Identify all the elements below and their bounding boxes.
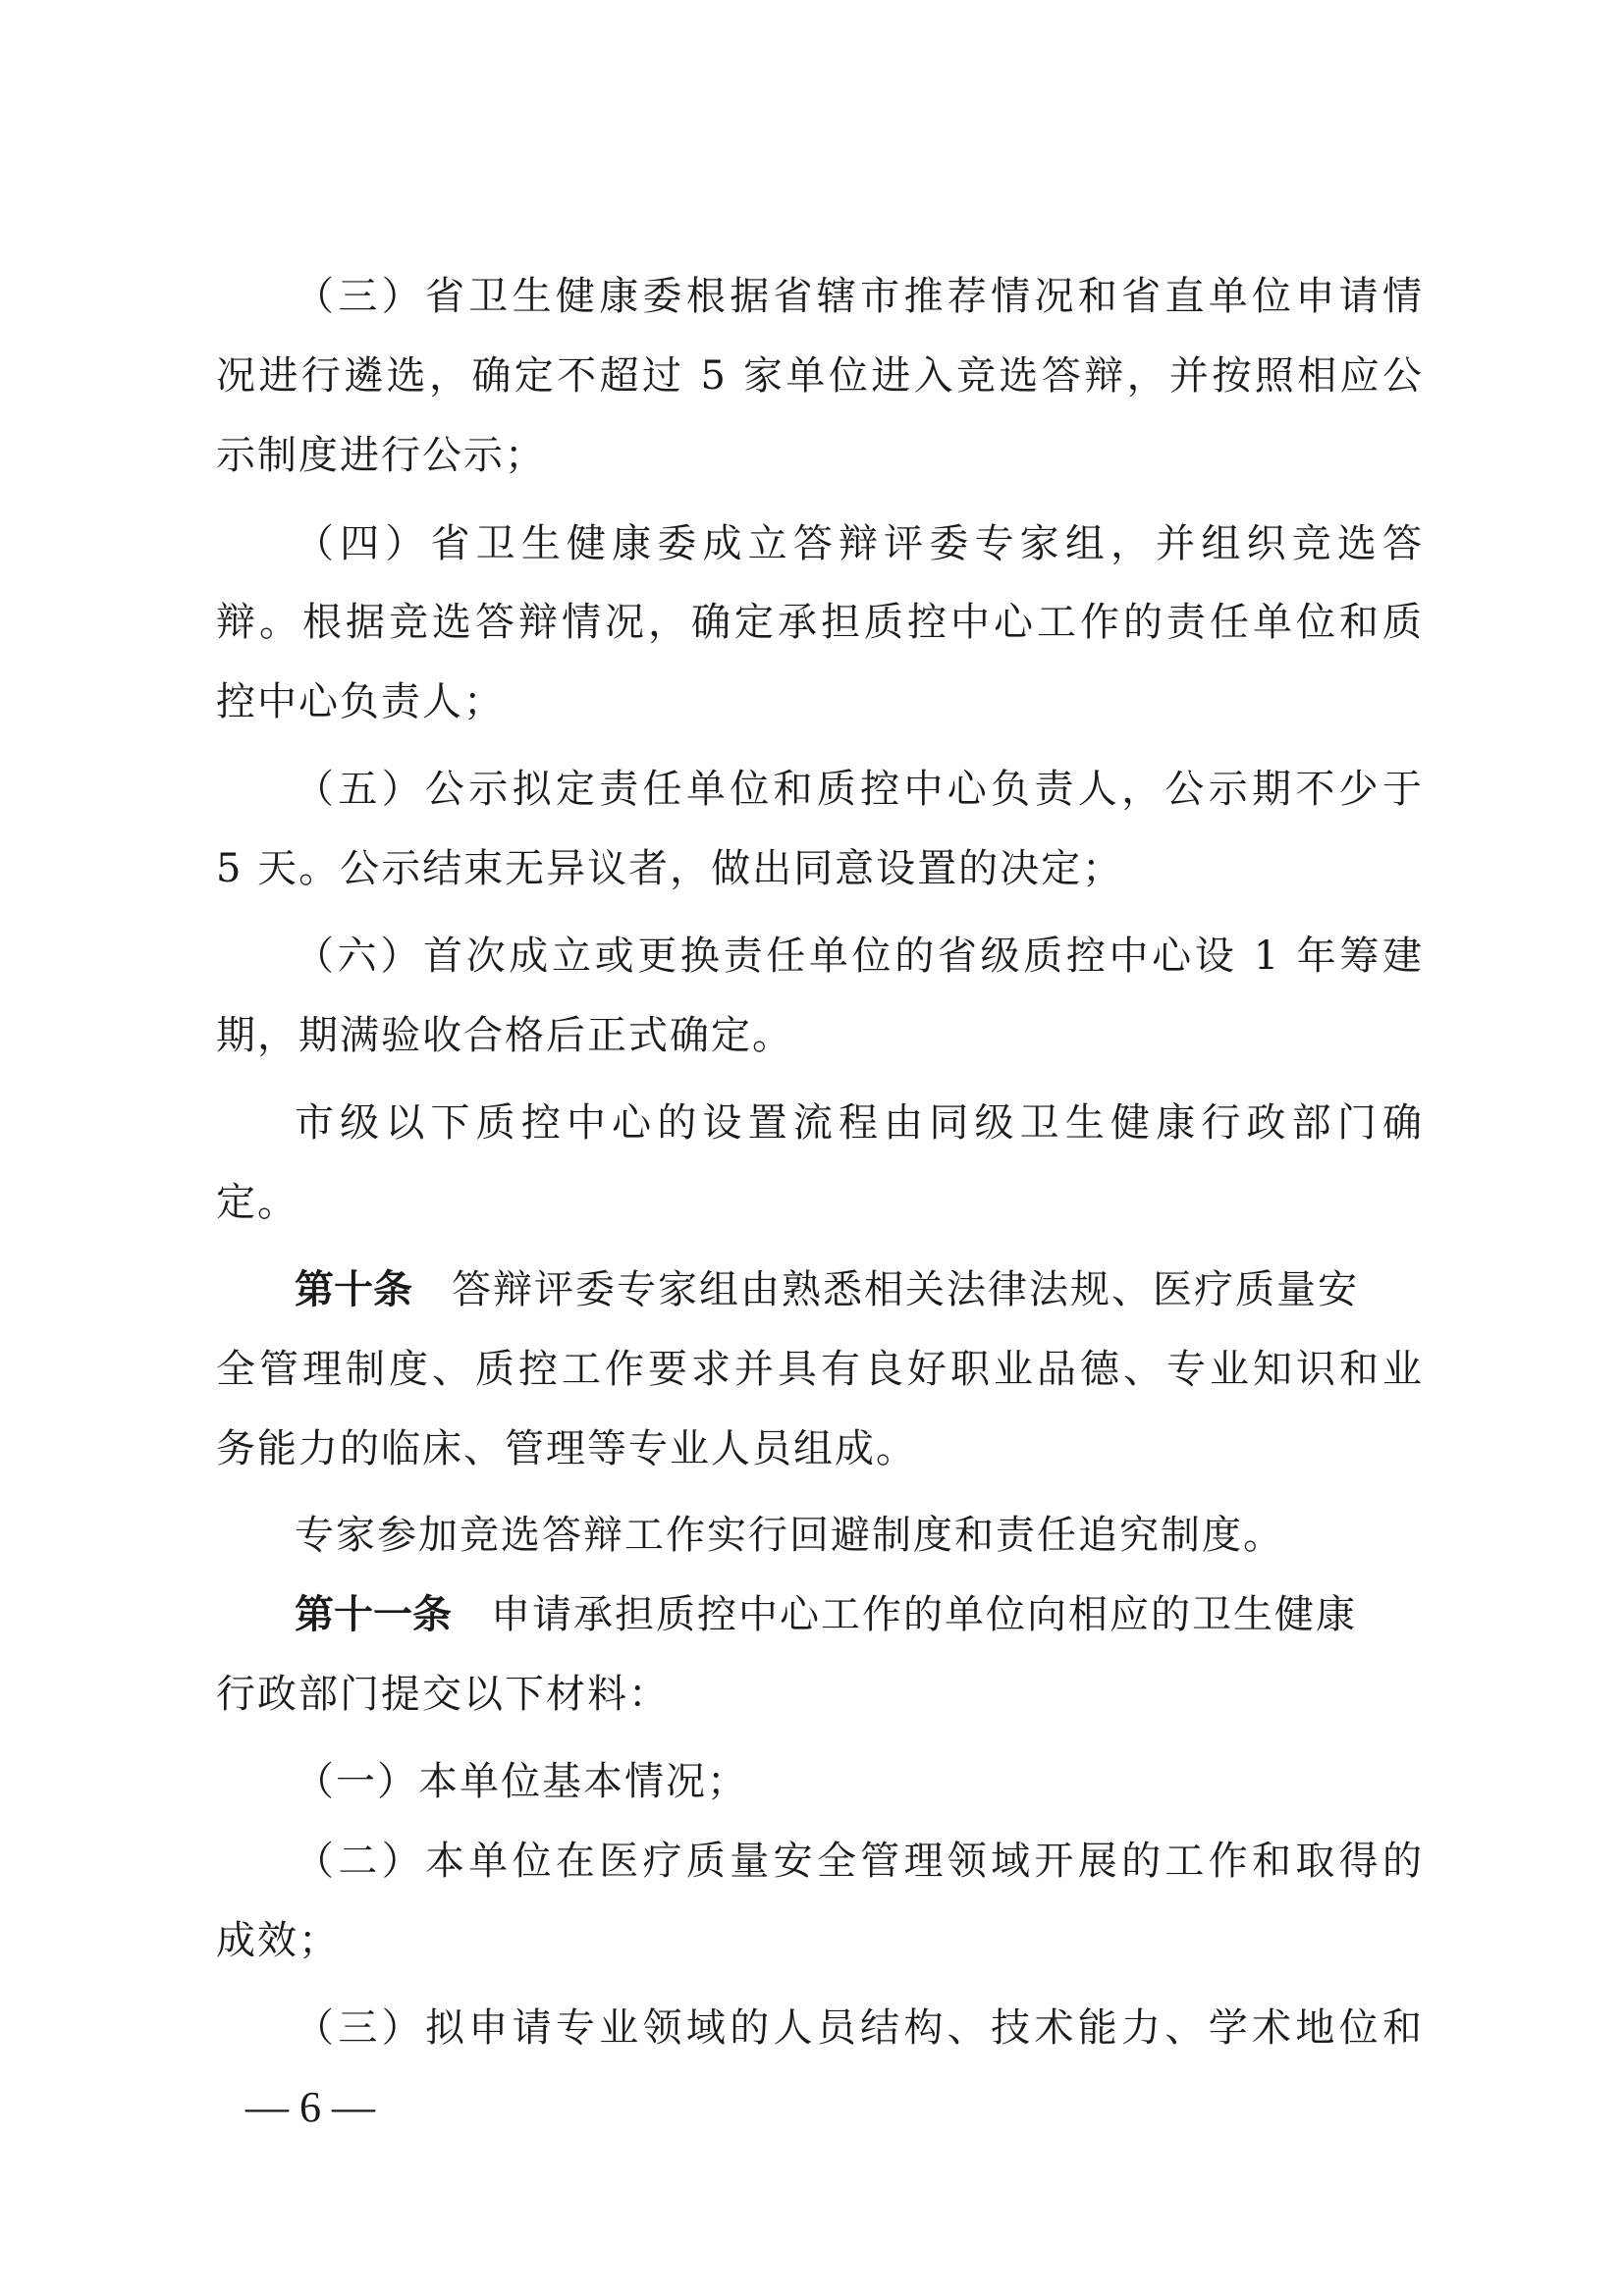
paragraph-10-line-2: 成效； (216, 1918, 340, 1963)
article-10-line-2: 全管理制度、质控工作要求并具有良好职业品德、专业知识和业 (216, 1347, 1424, 1392)
article-11-first-line (295, 1585, 1424, 1644)
paragraph-5-line-1: 市级以下质控中心的设置流程由同级卫生健康行政部门确 (295, 1100, 1424, 1146)
article-10-heading: 第十条 (295, 1267, 412, 1312)
article-10-line-3: 务能力的临床、管理等专业人员组成。 (216, 1426, 917, 1471)
paragraph-7-line-1: 专家参加竞选答辩工作实行回避制度和责任追究制度。 (295, 1513, 1284, 1558)
paragraph-3-line-1: （五）公示拟定责任单位和质控中心负责人，公示期不少于 (295, 767, 1424, 812)
paragraph-1-line-3: 示制度进行公示； (216, 433, 546, 478)
paragraph-2-line-1: （四）省卫生健康委成立答辩评委专家组，并组织竞选答 (295, 521, 1424, 566)
article-11-line-2: 行政部门提交以下材料： (216, 1672, 670, 1717)
paragraph-9-line-1: （一）本单位基本情况； (295, 1759, 748, 1804)
paragraph-5-line-2: 定。 (216, 1180, 298, 1225)
paragraph-1-line-2: 况进行遴选，确定不超过 5 家单位进入竞选答辩，并按照相应公 (216, 353, 1424, 399)
article-10-first-line (295, 1260, 1424, 1319)
article-10-line-1: 答辩评委专家组由熟悉相关法律法规、医疗质量安 (452, 1267, 1359, 1312)
paragraph-11-line-1: （三）拟申请专业领域的人员结构、技术能力、学术地位和 (295, 2005, 1424, 2051)
paragraph-2-line-2: 辩。根据竞选答辩情况，确定承担质控中心工作的责任单位和质 (216, 600, 1424, 645)
article-11-line-1: 申请承担质控中心工作的单位向相应的卫生健康 (491, 1592, 1357, 1637)
paragraph-2-line-3: 控中心负责人； (216, 679, 505, 724)
article-11-heading: 第十一条 (295, 1592, 452, 1637)
page-number: — 6 — (245, 2083, 375, 2131)
paragraph-3-line-2: 5 天。公示结束无异议者，做出同意设置的决定； (216, 846, 1124, 891)
paragraph-10-line-1: （二）本单位在医疗质量安全管理领域开展的工作和取得的 (295, 1839, 1424, 1884)
paragraph-1-line-1: （三）省卫生健康委根据省辖市推荐情况和省直单位申请情 (295, 274, 1424, 319)
paragraph-4-line-1: （六）首次成立或更换责任单位的省级质控中心设 1 年筹建 (295, 934, 1424, 979)
paragraph-4-line-2: 期，期满验收合格后正式确定。 (216, 1013, 793, 1058)
